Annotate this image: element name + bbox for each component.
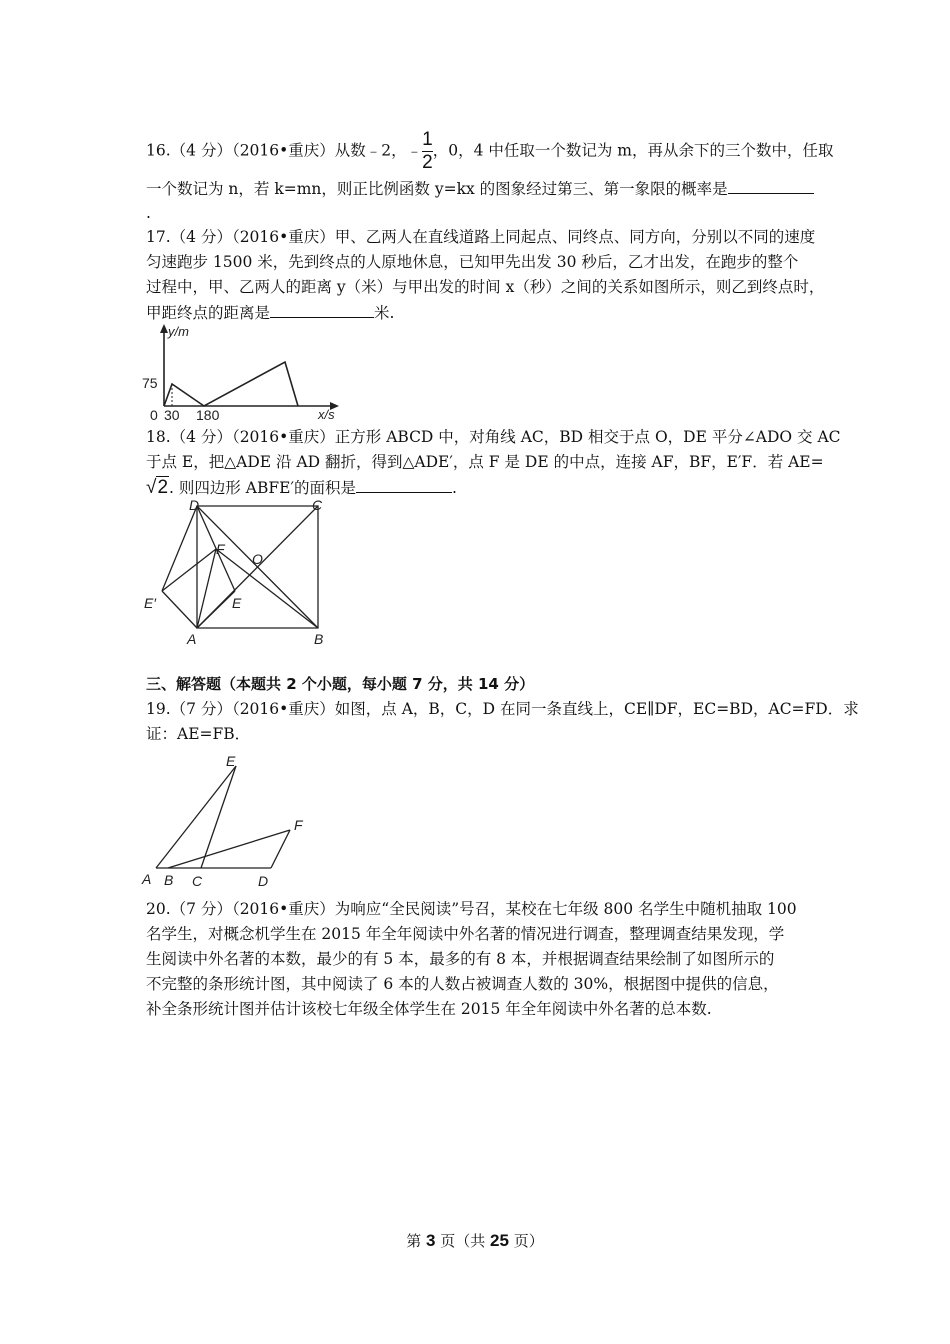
graph-ylabel: y/m: [168, 324, 189, 339]
segment-ae1: [162, 591, 197, 628]
q20-line5: 补全条形统计图并估计该校七年级全体学生在 2015 年全年阅读中外名著的总本数.: [146, 1000, 712, 1018]
label-d: D: [189, 497, 200, 513]
q20-line4: 不完整的条形统计图，其中阅读了 6 本的人数占被调查人数的 30%，根据图中提供的信息，: [146, 975, 779, 993]
tick-75: 75: [142, 375, 158, 391]
segment-de1: [162, 506, 197, 591]
y-axis-arrow: [160, 324, 168, 333]
page-total: 25: [490, 1231, 509, 1250]
answer-blank: [270, 301, 374, 318]
q17-line3: 过程中，甲、乙两人的距离 y（米）与甲出发的时间 x（秒）之间的关系如图所示，则乙到终点时，: [146, 278, 825, 296]
q16-line3: .: [146, 204, 151, 222]
q16-line2: 一个数记为 n，若 k=mn，则正比例函数 y=kx 的图象经过第三、第一象限的概率是: [146, 177, 814, 200]
tick-30: 30: [164, 407, 180, 423]
label-e-prime: E′: [144, 595, 156, 611]
segment-bf: [216, 549, 318, 628]
answer-blank: [356, 476, 452, 493]
q17-line2: 匀速跑步 1500 米，先到终点的人原地休息，已知甲先出发 30 秒后，乙才出发，在跑步的整个: [146, 253, 799, 271]
label-a: A: [187, 631, 197, 647]
label-f: F: [294, 817, 303, 833]
label-b: B: [314, 631, 324, 647]
q18-line3: √2. 则四边形 ABFE′的面积是 .: [146, 477, 457, 498]
page-number: 3: [426, 1231, 436, 1250]
page-footer: 第 3 页（共 25 页）: [406, 1231, 544, 1250]
label-a: A: [142, 871, 152, 887]
segment-ae: [156, 766, 236, 868]
label-b: B: [164, 872, 174, 888]
q20-line3: 生阅读中外名著的本数，最少的有 5 本，最多的有 8 本，并根据调查结果绘制了如图所示的: [146, 950, 775, 968]
tick-180: 180: [196, 407, 220, 423]
distance-curve: [164, 362, 298, 406]
segment-ae: [197, 591, 235, 628]
q17-distance-time-graph: [140, 322, 350, 424]
label-e: E: [232, 595, 242, 611]
label-d: D: [258, 873, 269, 889]
graph-xlabel: x/s: [318, 407, 335, 422]
label-e: E: [226, 753, 236, 769]
answer-blank: [728, 177, 814, 194]
q17-line1: 17.（4 分）（2016•重庆）甲、乙两人在直线道路上同起点、同终点、同方向，分别以不同的速度: [146, 228, 816, 246]
q18-square-figure: [140, 494, 340, 650]
q19-figure: [138, 750, 318, 890]
q17-line4: 甲距终点的距离是 米.: [146, 301, 394, 324]
q18-line2: 于点 E，把△ADE 沿 AD 翻折，得到△ADE′，点 F 是 DE 的中点，连接 AF，BF，E′F．若 AE=: [146, 453, 824, 471]
label-f: F: [216, 541, 225, 557]
q19-line2: 证：AE=FB．: [146, 725, 251, 743]
label-c: C: [312, 497, 323, 513]
q20-line1: 20.（7 分）（2016•重庆）为响应“全民阅读”号召，某校在七年级 800 名学生中随机抽取 100: [146, 900, 797, 918]
q19-line1: 19.（7 分）（2016•重庆）如图，点 A，B，C，D 在同一条直线上，CE∥DF，EC=BD，AC=FD．求: [146, 700, 859, 718]
fraction-one-half: $\frac{1}{2}$: [422, 129, 433, 173]
q18-line1: 18.（4 分）（2016•重庆）正方形 ABCD 中，对角线 AC，BD 相交于点 O，DE 平分∠ADO 交 AC: [146, 428, 841, 446]
section-heading: 三、解答题（本题共 2 个小题，每小题 7 分，共 14 分）: [146, 675, 535, 693]
label-o: O: [252, 551, 263, 567]
sqrt-two: √2: [146, 477, 169, 498]
label-c: C: [192, 873, 203, 889]
segment-bf: [168, 830, 290, 868]
q20-line2: 名学生，对概念机学生在 2015 年全年阅读中外名著的情况进行调查，整理调查结果发现，学: [146, 925, 785, 943]
tick-0: 0: [150, 407, 158, 423]
q16-line1: 16.（4 分）（2016•重庆）从数﹣2，﹣ $\frac{1}{2}$ ，0，4 中任取一个数记为 m，再从余下的三个数中，任取: [146, 129, 834, 173]
